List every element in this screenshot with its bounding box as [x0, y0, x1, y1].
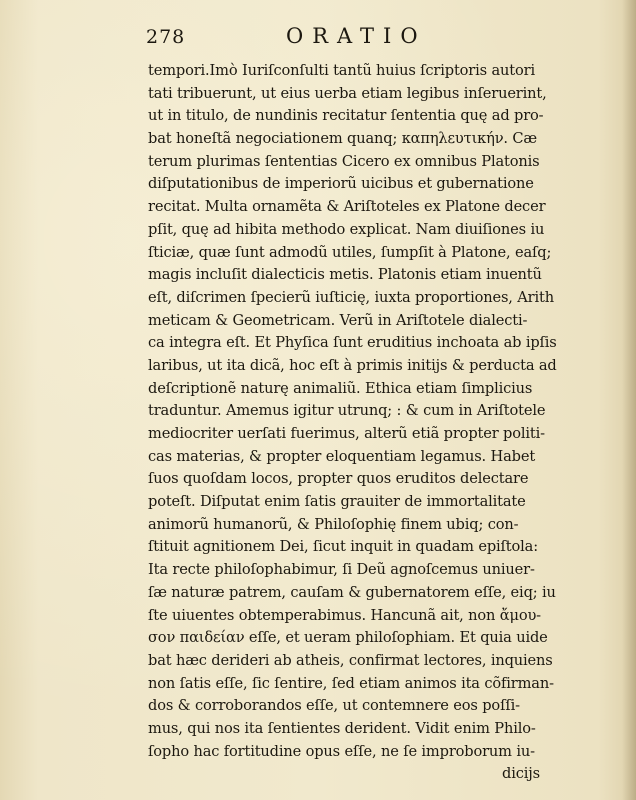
text-line: ſticiæ, quæ ſunt admodũ utiles, ſumpſit à Platone, eaſq;	[148, 243, 552, 261]
text-line: mediocriter uerſati fuerimus, alterũ etiã propter politi-	[148, 425, 545, 442]
text-line: animorũ humanorũ, & Philoſophię finem ubiq; con-	[148, 515, 519, 533]
text-line: meticam & Geometricam. Verũ in Ariſtotele dialecti-	[148, 311, 528, 329]
body-text	[148, 60, 578, 786]
text-line: bat hæc derideri ab atheis, confirmat lectores, inquiens	[148, 651, 553, 669]
text-line: cas materias, & propter eloquentiam legamus. Habet	[148, 447, 536, 465]
text-line: pſit, quę ad hibita methodo explicat. Nam diuiſiones iu	[148, 220, 545, 238]
text-line: tati tribuerunt, ut eius uerba etiam legibus inſeruerint,	[148, 84, 547, 102]
text-line: ſopho hac fortitudine opus eſſe, ne ſe improborum iu-	[148, 742, 535, 760]
text-line: deſcriptionẽ naturę animaliũ. Ethica etiam ſimplicius	[148, 379, 533, 397]
text-line: recitat. Multa ornamẽta & Ariſtoteles ex Platone decer	[148, 198, 546, 216]
text-line: ſtituit agnitionem Dei, ſicut inquit in quadam epiſtola:	[148, 538, 538, 556]
text-line: traduntur. Amemus igitur utrunq; : & cum in Ariſtotele	[148, 402, 546, 420]
text-line: σον παιδείαν eſſe, et ueram philoſophiam. Et quia uide	[148, 629, 548, 647]
running-title: ORATIO	[286, 24, 427, 48]
text-line: bat honeſtã negociationem quanq; καπηλευτικήν. Cæ	[148, 130, 537, 148]
text-line: ut in titulo, de nundinis recitatur ſententia quę ad pro-	[148, 107, 544, 125]
page-edge-shadow	[622, 0, 636, 800]
text-line: non ſatis eſſe, ſic ſentire, ſed etiam animos ita cõfirman-	[148, 674, 554, 692]
text-line: ſuos quoſdam locos, propter quos eruditos delectare	[148, 470, 529, 488]
text-line: diſputationibus de imperiorũ uicibus et gubernatione	[148, 175, 534, 193]
text-line: dos & corroborandos eſſe, ut contemnere eos poſſi-	[148, 697, 520, 715]
running-head	[0, 18, 636, 52]
text-line: ca integra eſt. Et Phyſica ſunt eruditius inchoata ab ipſis	[148, 334, 557, 352]
text-line: ſte uiuentes obtemperabimus. Hancunã ait, non ἄμου-	[148, 606, 541, 624]
text-line: eſt, diſcrimen ſpecierũ iuſticię, iuxta proportiones, Arith	[148, 288, 554, 306]
text-line: laribus, ut ita dicã, hoc eſt à primis initijs & perducta ad	[148, 356, 557, 374]
page-number: 278	[146, 26, 186, 48]
catchword: dicijs	[502, 765, 540, 783]
text-line: magis incluſit dialecticis metis. Platonis etiam inuentũ	[148, 266, 542, 284]
text-line: terum plurimas ſententias Cicero ex omnibus Platonis	[148, 152, 540, 170]
text-line: poteſt. Diſputat enim ſatis grauiter de immortalitate	[148, 493, 526, 511]
text-line: ſæ naturæ patrem, cauſam & gubernatorem eſſe, eiq; iu	[148, 583, 556, 601]
text-line: tempori.Imò Iuriſconſulti tantũ huius ſcriptoris autori	[148, 62, 535, 79]
text-line: mus, qui nos ita ſentientes derident. Vidit enim Philo-	[148, 719, 536, 737]
text-line: Ita recte philoſophabimur, ſi Deũ agnoſcemus uniuer-	[148, 561, 535, 579]
